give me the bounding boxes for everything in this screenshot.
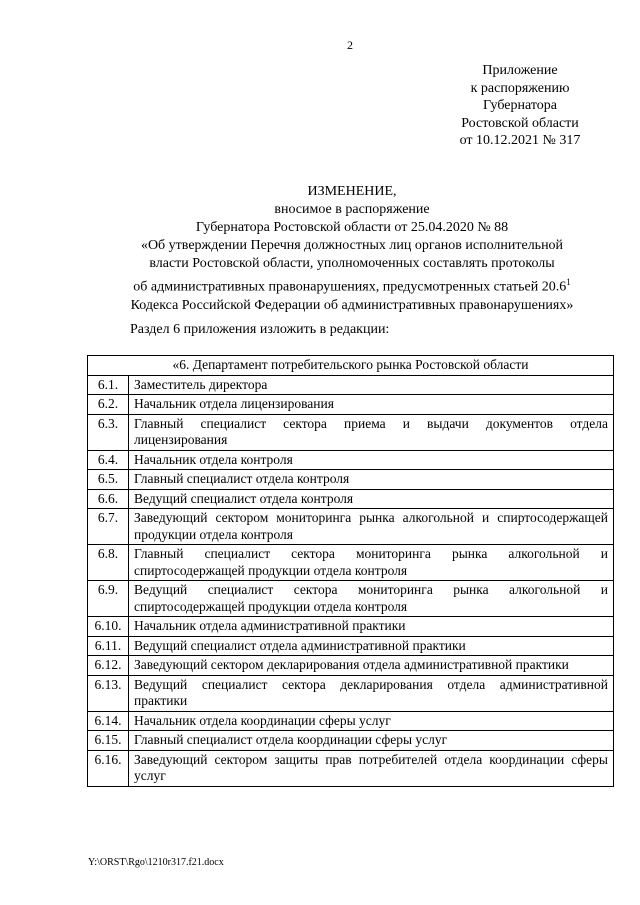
row-number: 6.10.	[88, 617, 129, 637]
table-row	[88, 395, 614, 415]
table-row	[88, 581, 614, 617]
position-title: Заведующий сектором мониторинга рынка алкогольной и спиртосодержащей продукции отдела контроля	[129, 509, 614, 545]
appendix-line: от 10.12.2021 № 317	[459, 133, 581, 148]
position-title: Ведущий специалист отдела контроля	[129, 489, 614, 509]
table-row	[88, 675, 614, 711]
position-title: Главный специалист сектора мониторинга рынка алкогольной и спиртосодержащей продукции отдела контроля	[129, 545, 614, 581]
section-header: «6. Департамент потребительского рынка Ростовской области	[88, 356, 614, 376]
document-title	[92, 183, 612, 315]
table-row	[88, 375, 614, 395]
row-number: 6.15.	[88, 731, 129, 751]
table-row	[88, 711, 614, 731]
table-row	[88, 617, 614, 637]
table-row	[88, 656, 614, 676]
section-header-row	[88, 356, 614, 376]
intro-paragraph: Раздел 6 приложения изложить в редакции:	[130, 322, 390, 337]
table-row	[88, 750, 614, 786]
position-title: Главный специалист отдела координации сферы услуг	[129, 731, 614, 751]
row-number: 6.5.	[88, 470, 129, 490]
table-row	[88, 731, 614, 751]
title-line: об административных правонарушениях, предусмотренных статьей 20.6	[133, 279, 567, 295]
row-number: 6.9.	[88, 581, 129, 617]
position-title: Ведущий специалист сектора декларирования отдела административной практики	[129, 675, 614, 711]
row-number: 6.12.	[88, 656, 129, 676]
title-heading: ИЗМЕНЕНИЕ,	[307, 184, 397, 199]
row-number: 6.8.	[88, 545, 129, 581]
title-line: Кодекса Российской Федерации об административных правонарушениях»	[130, 297, 574, 313]
row-number: 6.1.	[88, 375, 129, 395]
officials-table	[87, 355, 614, 787]
position-title: Главный специалист отдела контроля	[129, 470, 614, 490]
position-title: Ведущий специалист сектора мониторинга рынка алкогольной и спиртосодержащей продукции отдела контроля	[129, 581, 614, 617]
row-number: 6.6.	[88, 489, 129, 509]
table-row	[88, 509, 614, 545]
position-title: Заведующий сектором защиты прав потребителей отдела координации сферы услуг	[129, 750, 614, 786]
row-number: 6.7.	[88, 509, 129, 545]
row-number: 6.13.	[88, 675, 129, 711]
table-row	[88, 470, 614, 490]
position-title: Ведущий специалист отдела административной практики	[129, 636, 614, 656]
title-line-with-sup	[92, 273, 612, 297]
file-path-footer: Y:\ORST\Rgo\1210r317.f21.docx	[88, 857, 224, 868]
appendix-line: к распоряжению	[470, 80, 570, 96]
table-row	[88, 489, 614, 509]
superscript: 1	[566, 277, 571, 287]
appendix-line: Ростовской области	[461, 115, 579, 131]
position-title: Заведующий сектором декларирования отдела административной практики	[129, 656, 614, 676]
appendix-line: Губернатора	[482, 98, 558, 113]
table-row	[88, 450, 614, 470]
appendix-line: Приложение	[482, 63, 558, 78]
title-line: Губернатора Ростовской области от 25.04.2020 № 88	[195, 220, 509, 235]
title-line: «Об утверждении Перечня должностных лиц органов исполнительной	[140, 238, 564, 253]
row-number: 6.2.	[88, 395, 129, 415]
table-row	[88, 545, 614, 581]
position-title: Начальник отдела контроля	[129, 450, 614, 470]
position-title: Начальник отдела лицензирования	[129, 395, 614, 415]
row-number: 6.4.	[88, 450, 129, 470]
position-title: Заместитель директора	[129, 375, 614, 395]
position-title: Начальник отдела координации сферы услуг	[129, 711, 614, 731]
page-number: 2	[347, 38, 353, 52]
row-number: 6.3.	[88, 414, 129, 450]
title-line: вносимое в распоряжение	[274, 202, 430, 217]
appendix-block	[430, 62, 610, 150]
table-row	[88, 636, 614, 656]
title-line: власти Ростовской области, уполномоченных составлять протоколы	[149, 256, 555, 271]
position-title: Главный специалист сектора приема и выдачи документов отдела лицензирования	[129, 414, 614, 450]
row-number: 6.16.	[88, 750, 129, 786]
row-number: 6.14.	[88, 711, 129, 731]
table-row	[88, 414, 614, 450]
row-number: 6.11.	[88, 636, 129, 656]
position-title: Начальник отдела административной практики	[129, 617, 614, 637]
